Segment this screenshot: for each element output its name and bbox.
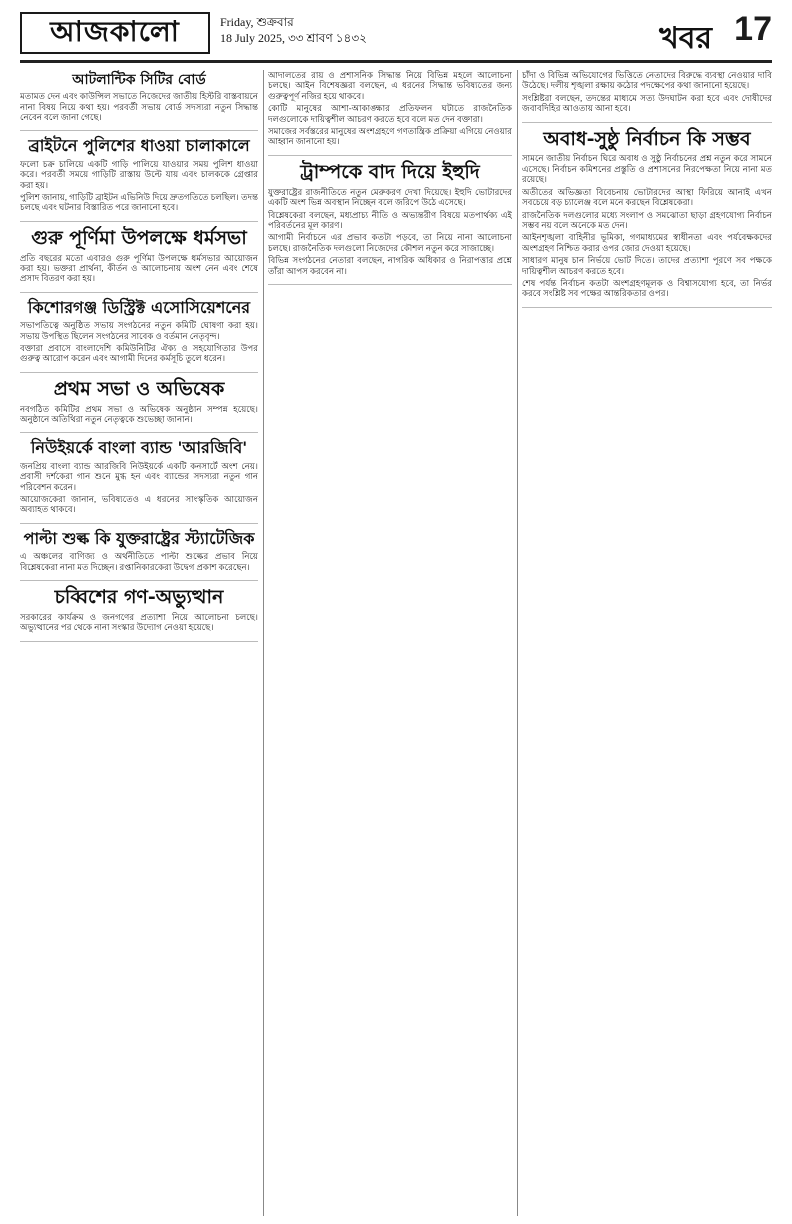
article-body bbox=[268, 187, 512, 278]
masthead-divider bbox=[20, 60, 772, 63]
article bbox=[268, 70, 512, 149]
article-body bbox=[522, 153, 772, 300]
article-paragraph: আইনশৃঙ্খলা বাহিনীর ভূমিকা, গণমাধ্যমের স্বাধীনতা এবং পর্যবেক্ষকদের অংশগ্রহণ নিশ্চিত করার ওপর জোর দেওয়া হয়েছে। bbox=[522, 232, 772, 253]
article-paragraph: জনপ্রিয় বাংলা ব্যান্ড আরজিবি নিউইয়র্কে একটি কনসার্টে অংশ নেয়। প্রবাসী দর্শকেরা গান শুনে মুগ্ধ হন এবং ব্যান্ডের সদস্যরা নতুন গান পরিবেশন করেন। bbox=[20, 460, 258, 492]
article-body bbox=[20, 551, 258, 574]
article-headline: চব্বিশের গণ-অভ্যুত্থান bbox=[54, 586, 224, 609]
article-paragraph: সামনে জাতীয় নির্বাচন ঘিরে অবাধ ও সুষ্ঠু নির্বাচনের প্রশ্ন নতুন করে সামনে এসেছে। নির্বাচন কমিশনের প্রস্তুতি ও প্রশাসনের নিরপেক্ষতা নিয়ে নানা মত রয়েছে। bbox=[522, 153, 772, 185]
article-paragraph: বিভিন্ন সংগঠনের নেতারা বলছেন, নাগরিক অধিকার ও নিরাপত্তার প্রশ্নে তাঁরা আপস করবেন না। bbox=[268, 255, 512, 276]
masthead bbox=[20, 8, 772, 60]
day-en: Friday, bbox=[220, 15, 254, 29]
article-paragraph: আয়োজকেরা জানান, ভবিষ্যতেও এ ধরনের সাংস্কৃতিক আয়োজন অব্যাহত থাকবে। bbox=[20, 494, 258, 515]
article-headline: আটলান্টিক সিটির বোর্ড bbox=[72, 72, 206, 88]
article-paragraph: মতামত দেন এবং কাউন্সিল সভাতে নিজেদের জাতীয় হিস্টরি বাস্তবায়নে নানা বিষয় নিয়ে কথা হয়। পরবর্তী সভায় বোর্ড সদস্যরা নতুন সিদ্ধান্ত নেবেন বলে জানা গেছে। bbox=[20, 91, 258, 122]
article-body bbox=[20, 404, 258, 427]
article bbox=[20, 377, 258, 427]
article-separator bbox=[20, 523, 258, 524]
article-separator bbox=[522, 307, 772, 308]
article-paragraph: সংশ্লিষ্টরা বলছেন, তদন্তের মাধ্যমে সত্য উদঘাটন করা হবে এবং দোষীদের জবাবদিহির আওতায় আনা হবে। bbox=[522, 92, 772, 114]
article-separator bbox=[268, 155, 512, 156]
article-separator bbox=[20, 221, 258, 222]
article-paragraph: বিশ্লেষকেরা বলছেন, মধ্যপ্রাচ্য নীতি ও অভ্যন্তরীণ বিষয়ে মতপার্থক্য এই পরিবর্তনের মূল কারণ। bbox=[268, 209, 512, 230]
article-headline: কিশোরগঞ্জ ডিস্ট্রিক্ট এসোসিয়েশনের bbox=[27, 297, 251, 317]
article-separator bbox=[20, 130, 258, 131]
article-headline: ব্রাইটনে পুলিশের ধাওয়া চালাকালে bbox=[28, 136, 250, 156]
article-separator bbox=[20, 372, 258, 373]
article-paragraph: সমাজের সর্বস্তরের মানুষের অংশগ্রহণে গণতান্ত্রিক প্রক্রিয়া এগিয়ে নেওয়ার আহ্বান জানানো হয়। bbox=[268, 126, 512, 147]
article bbox=[268, 160, 512, 278]
column-right bbox=[522, 70, 772, 1216]
article-body bbox=[20, 612, 258, 635]
section-title: খবর bbox=[659, 21, 712, 56]
article-paragraph: চাঁদা ও বিভিন্ন অভিযোগের ভিত্তিতে নেতাদের বিরুদ্ধে ব্যবস্থা নেওয়ার দাবি উঠেছে। দলীয় শৃঙ্খলা রক্ষায় কঠোর পদক্ষেপের কথা জানানো হয়েছে। bbox=[522, 70, 772, 91]
article-separator bbox=[20, 292, 258, 293]
article bbox=[20, 135, 258, 214]
column-divider bbox=[263, 70, 264, 1216]
article-paragraph: সরকারের কার্যক্রম ও জনগণের প্রত্যাশা নিয়ে আলোচনা চলছে। অভ্যুত্থানের পর থেকে নানা সংস্কার উদ্যোগ নেওয়া হয়েছে। bbox=[20, 611, 258, 633]
column-middle bbox=[268, 70, 512, 1216]
column-left bbox=[20, 70, 258, 1216]
article-body bbox=[20, 320, 258, 366]
article-separator bbox=[20, 580, 258, 581]
article bbox=[522, 127, 772, 301]
article-headline: ট্রাম্পকে বাদ দিয়ে ইহুদি bbox=[300, 160, 480, 183]
article-body bbox=[268, 70, 512, 149]
article-headline: অবাধ-সুষ্ঠু নির্বাচন কি সম্ভব bbox=[543, 127, 751, 150]
article-headline: গুরু পূর্ণিমা উপলক্ষে ধর্মসভা bbox=[31, 226, 247, 249]
article-paragraph: অতীতের অভিজ্ঞতা বিবেচনায় ভোটারদের আস্থা ফিরিয়ে আনাই এখন সবচেয়ে বড় চ্যালেঞ্জ বলে মনে করছেন বিশ্লেষকেরা। bbox=[522, 186, 772, 208]
column-divider bbox=[517, 70, 518, 1216]
article-paragraph: শেষ পর্যন্ত নির্বাচন কতটা অংশগ্রহণমূলক ও বিশ্বাসযোগ্য হবে, তা নির্ভর করবে সংশ্লিষ্ট সব পক্ষের আন্তরিকতার ওপর। bbox=[522, 277, 772, 299]
article-paragraph: আদালতের রায় ও প্রশাসনিক সিদ্ধান্ত নিয়ে বিভিন্ন মহলে আলোচনা চলছে। আইন বিশেষজ্ঞরা বলছেন, এ ধরনের সিদ্ধান্ত ভবিষ্যতের জন্য গুরুত্বপূর্ণ নজির হয়ে থাকবে। bbox=[268, 70, 512, 101]
article-paragraph: কোটি মানুষের আশা-আকাঙ্ক্ষার প্রতিফলন ঘটাতে রাজনৈতিক দলগুলোকে দায়িত্বশীল আচরণ করতে হবে বলে মত দেন বক্তারা। bbox=[268, 103, 512, 124]
article-separator bbox=[20, 432, 258, 433]
article-paragraph: ফলো চক্র চালিয়ে একটি গাড়ি পালিয়ে যাওয়ার সময় পুলিশ ধাওয়া করে। পরবর্তী সময়ে গাড়িটি রাস্তায় উল্টে যায় এবং চালককে গ্রেপ্তার করা হয়। bbox=[20, 158, 258, 190]
article bbox=[20, 585, 258, 635]
article-paragraph: আগামী নির্বাচনে এর প্রভাব কতটা পড়বে, তা নিয়ে নানা আলোচনা চলছে। রাজনৈতিক দলগুলো নিজেদের কৌশল নতুন করে সাজাচ্ছে। bbox=[268, 232, 512, 253]
article-paragraph: বক্তারা প্রবাসে বাংলাদেশি কমিউনিটির ঐক্য ও সহযোগিতার উপর গুরুত্ব আরোপ করেন এবং আগামী দিনের কর্মসূচি তুলে ধরেন। bbox=[20, 343, 258, 364]
article-paragraph: প্রতি বছরের মতো এবারও গুরু পূর্ণিমা উপলক্ষে ধর্মসভার আয়োজন করা হয়। ভক্তরা প্রার্থনা, কীর্তন ও আলোচনায় অংশ নেন এবং শেষে প্রসাদ বিতরণ করা হয়। bbox=[20, 252, 258, 284]
article-separator bbox=[268, 284, 512, 285]
article-headline: নিউইয়র্কে বাংলা ব্যান্ড 'আরজিবি' bbox=[30, 438, 248, 458]
article-separator bbox=[522, 122, 772, 123]
article-paragraph: সাধারণ মানুষ চান নির্ভয়ে ভোট দিতে। তাদের প্রত্যাশা পূরণে সব পক্ষকে দায়িত্বশীল আচরণ করতে হবে। bbox=[522, 255, 772, 276]
article bbox=[20, 226, 258, 286]
article-paragraph: রাজনৈতিক দলগুলোর মধ্যে সংলাপ ও সমঝোতা ছাড়া গ্রহণযোগ্য নির্বাচন সম্ভব নয় বলে অনেকে মত দেন। bbox=[522, 209, 772, 230]
article-paragraph: এ অঞ্চলের বাণিজ্য ও অর্থনীতিতে পাল্টা শুল্কের প্রভাব নিয়ে বিশ্লেষকেরা নানা মত দিচ্ছেন। রপ্তানিকারকেরা উদ্বেগ প্রকাশ করেছেন। bbox=[20, 551, 258, 572]
article-body bbox=[522, 70, 772, 116]
article-paragraph: পুলিশ জানায়, গাড়িটি ব্রাইটন এভিনিউ দিয়ে দ্রুতগতিতে চলছিল। তদন্ত চলছে এবং ঘটনার বিস্তারিত পরে জানানো হবে। bbox=[20, 191, 258, 213]
article bbox=[20, 70, 258, 124]
article-separator bbox=[20, 641, 258, 642]
article-paragraph: নবগঠিত কমিটির প্রথম সভা ও অভিষেক অনুষ্ঠান সম্পন্ন হয়েছে। অনুষ্ঠানে অতিথিরা নতুন নেতৃত্বকে শুভেচ্ছা জানান। bbox=[20, 403, 258, 425]
issue-date bbox=[220, 14, 367, 46]
article-headline: পাল্টা শুল্ক কি যুক্তরাষ্ট্রের স্ট্যাটেজিক bbox=[23, 528, 255, 548]
article bbox=[20, 437, 258, 516]
article-paragraph: যুক্তরাষ্ট্রের রাজনীতিতে নতুন মেরুকরণ দেখা দিয়েছে। ইহুদি ভোটারদের একটি অংশ ভিন্ন অবস্থান নিচ্ছেন বলে জরিপে উঠে এসেছে। bbox=[268, 186, 512, 208]
article-body bbox=[20, 159, 258, 215]
page-number: 17 bbox=[734, 10, 772, 48]
article bbox=[522, 70, 772, 116]
article-body bbox=[20, 91, 258, 124]
article-headline: প্রথম সভা ও অভিষেক bbox=[53, 377, 225, 400]
article bbox=[20, 297, 258, 366]
article-body bbox=[20, 253, 258, 286]
newspaper-logo: আজকালো bbox=[20, 12, 210, 54]
day-bn: শুক্রবার bbox=[256, 15, 294, 29]
article-paragraph: সভাপতিত্বে অনুষ্ঠিত সভায় সংগঠনের নতুন কমিটি ঘোষণা করা হয়। সভায় উপস্থিত ছিলেন সংগঠনের সাবেক ও বর্তমান নেতৃবৃন্দ। bbox=[20, 320, 258, 341]
article-body bbox=[20, 461, 258, 517]
date-line: 18 July 2025, ৩৩ শ্রাবণ ১৪৩২ bbox=[220, 31, 367, 45]
article bbox=[20, 528, 258, 574]
